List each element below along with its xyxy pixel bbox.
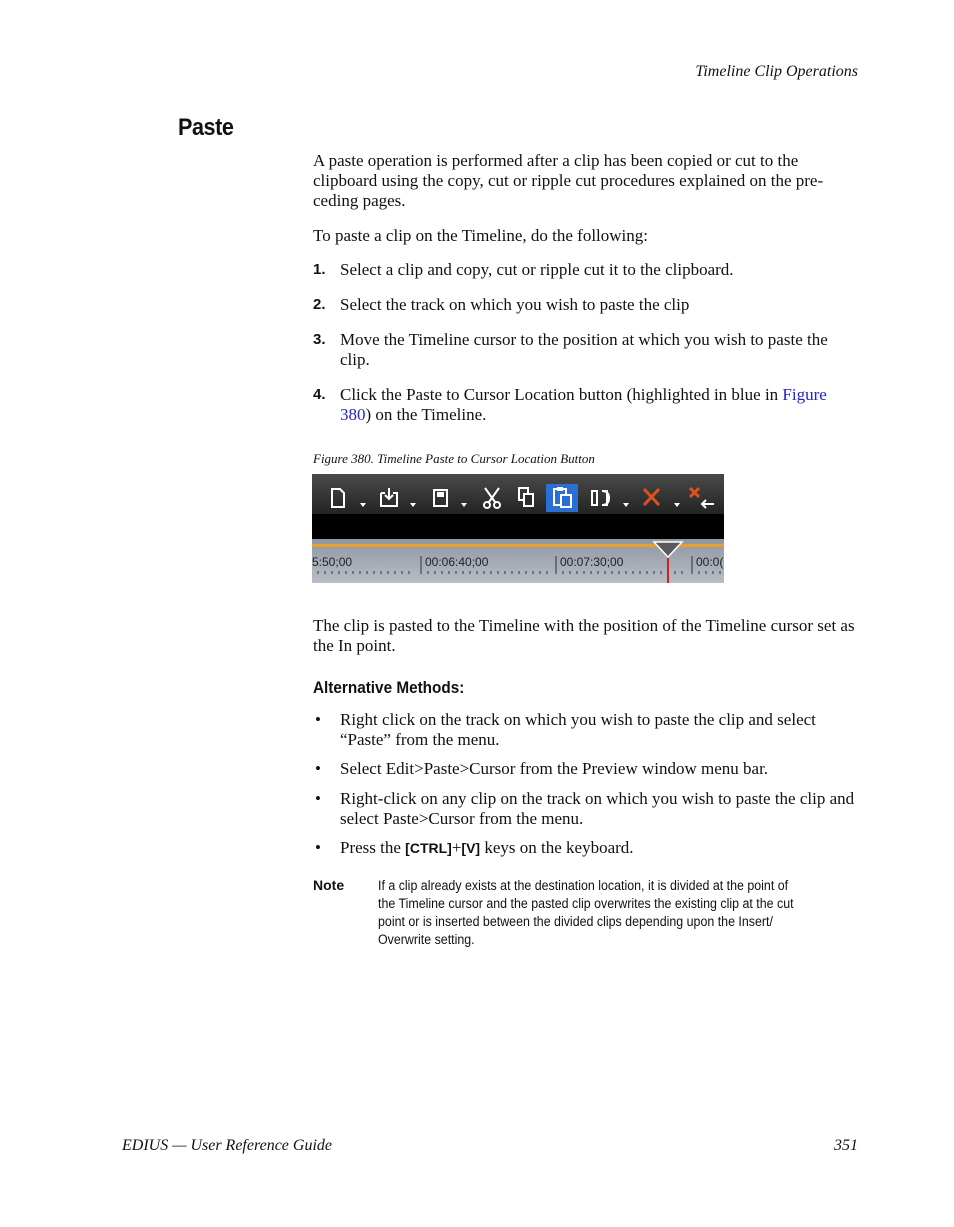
step-number: 1. [313,261,326,278]
result-paragraph: The clip is pasted to the Timeline with the position of the Timeline cursor set as the In point. [313,616,855,655]
keys-text-after: keys on the keyboard. [480,838,634,857]
bullet-dot: • [315,838,321,857]
step-number: 3. [313,331,326,348]
keys-text-before: Press the [340,838,406,857]
bullet-text [340,838,861,858]
running-head: Timeline Clip Operations [695,63,858,80]
bullet-text: Select Edit>Paste>Cursor from the Preview window menu bar. [340,759,769,778]
section-title: Paste [178,114,234,141]
ctrl-key: [CTRL] [405,840,452,856]
timeline-figure [312,474,724,583]
v-key: [V] [461,840,481,856]
lead-paragraph: To paste a clip on the Timeline, do the following: [313,226,648,245]
paste-cursor-icon[interactable] [546,484,578,512]
step-text [340,385,861,425]
alternative-methods-heading: Alternative Methods: [313,678,465,697]
page-number: 351 [834,1137,858,1154]
step-text: Move the Timeline cursor to the position at which you wish to paste the clip. [340,330,828,369]
step-text-before: Click the Paste to Cursor Location button (highlighted in blue in [340,385,783,404]
step-number: 4. [313,386,326,403]
timeline-screenshot [312,474,724,583]
bullet-dot: • [315,759,321,778]
timecode-label: 00:06:40;00 [425,555,489,569]
timecode-label: 00:07:30;00 [560,555,624,569]
note-text: If a clip already exists at the destination location, it is divided at the point of the Timeline cursor and the pasted clip overwrites the existing clip at the cut point or is inserted between the divided clips depending upon the Insert/ Overwrite setting. [378,878,794,947]
figure-link[interactable]: Figure 380 [340,385,827,424]
step-number: 2. [313,296,326,313]
footer-title: EDIUS — User Reference Guide [122,1137,333,1154]
bullet-text: Right-click on any clip on the track on which you wish to paste the clip and select Paste>Cursor from the menu. [340,789,855,828]
bullet-dot: • [315,789,321,808]
bullet-dot: • [315,710,321,729]
intro-paragraph: A paste operation is performed after a clip has been copied or cut to the clipboard using the copy, cut or ripple cut procedures explained on the pre-ceding pages. [313,151,824,210]
plus-sign: + [451,838,462,857]
bullet-text: Right click on the track on which you wish to paste the clip and select “Paste” from the menu. [340,710,816,749]
step-text-after: ) on the Timeline. [365,405,487,424]
note-label: Note [313,877,345,893]
track-area [312,514,724,539]
timecode-label: 5:50;00 [312,555,353,569]
step-text: Select the track on which you wish to paste the clip [340,295,690,314]
step-text: Select a clip and copy, cut or ripple cut it to the clipboard. [340,260,734,279]
figure-caption: Figure 380. Timeline Paste to Cursor Location Button [313,451,595,466]
timecode-label: 00:0( [696,555,724,569]
